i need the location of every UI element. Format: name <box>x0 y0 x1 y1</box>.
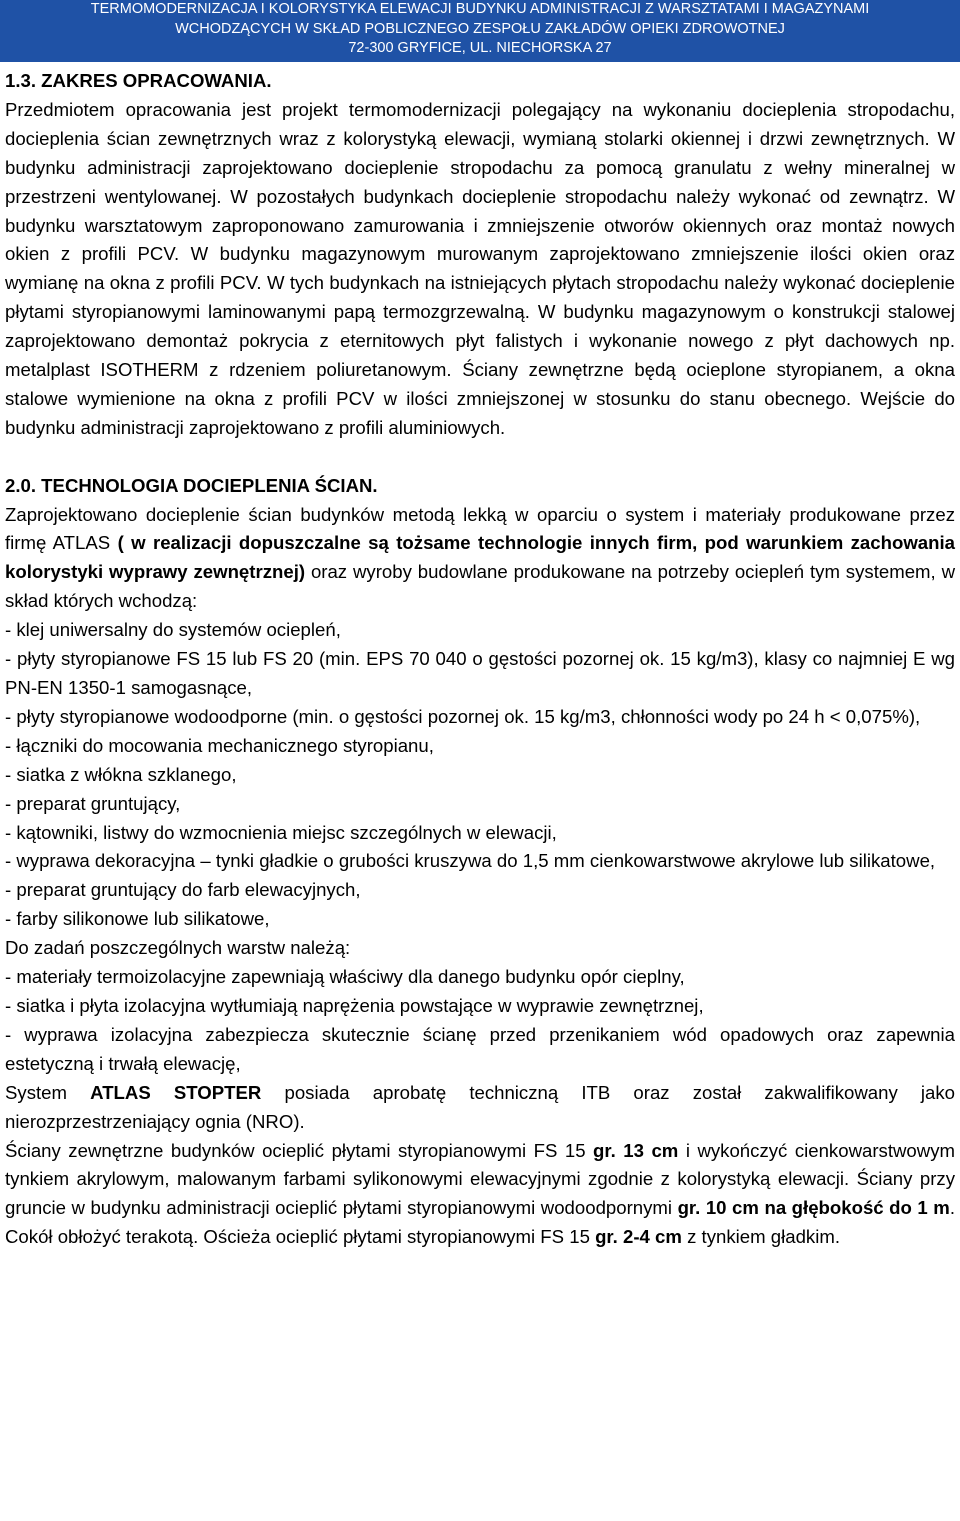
section-heading-technology: 2.0. TECHNOLOGIA DOCIEPLENIA ŚCIAN. <box>5 474 378 496</box>
system-text: System <box>5 1081 91 1103</box>
system-text-end: posiada aprobatę techniczną ITB oraz został zakwalifikowany jako nierozprzestrzeniający ognia (NRO). <box>5 1081 955 1132</box>
final-text-4: . Cokół obłożyć terakotą. Ościeża ocieplić płytami styropianowymi FS 15 <box>5 1197 955 1248</box>
intro-text: Zaprojektowano docieplenie ścian budynków metodą lekką w oparciu o system i materiały produkowane przez firmę ATLAS <box>5 503 955 554</box>
header-line-2: WCHODZĄCYCH W SKŁAD POBLICZNEGO ZESPOŁU ZAKŁADÓW OPIEKI ZDROWOTNEJ <box>175 20 785 37</box>
list-item: - farby silikonowe lub silikatowe, <box>5 908 270 930</box>
list-item: - płyty styropianowe FS 15 lub FS 20 (min. EPS 70 040 o gęstości pozornej ok. 15 kg/m3), klasy co najmniej E wg PN-EN 1350-1 samogasnące, <box>5 648 955 699</box>
document-header <box>0 0 960 62</box>
list-item: - wyprawa dekoracyjna – tynki gładkie o grubości kruszywa do 1,5 mm cienkowarstwowe akrylowe lub silikatowe, <box>5 850 936 872</box>
final-text-5: z tynkiem gładkim. <box>681 1226 840 1248</box>
document-body <box>5 67 955 1252</box>
system-paragraph <box>5 1079 955 1137</box>
list-item: - kątowniki, listwy do wzmocnienia miejsc szczególnych w elewacji, <box>5 821 557 843</box>
header-line-1: TERMOMODERNIZACJA I KOLORYSTYKA ELEWACJI BUDYNKU ADMINISTRACJI Z WARSZTATAMI I MAGAZYNAMI <box>90 1 870 17</box>
final-bold-1: gr. <box>593 1139 616 1161</box>
list-item: - płyty styropianowe wodoodporne (min. o gęstości pozornej ok. 15 kg/m3, chłonności wody po 24 h < 0,075%), <box>5 705 921 727</box>
system-name: ATLAS STOPTER <box>90 1081 262 1103</box>
list-item: - preparat gruntujący do farb elewacyjnych, <box>5 879 361 901</box>
intro-text-end: oraz wyroby budowlane produkowane na potrzeby ociepleń tym systemem, w skład których wchodzą: <box>5 561 955 612</box>
task-item: - wyprawa izolacyjna zabezpiecza skutecznie ścianę przed przenikaniem wód opadowych oraz zapewnia estetyczną i trwałą elewację, <box>5 1023 955 1074</box>
final-bold-3: gr. 10 cm na głębokość do 1 m <box>677 1197 950 1219</box>
task-item: - siatka i płyta izolacyjna wytłumiają naprężenia powstające w wyprawie zewnętrznej, <box>5 994 704 1016</box>
list-item: - łączniki do mocowania mechanicznego styropianu, <box>5 734 434 756</box>
list-item: - siatka z włókna szklanego, <box>5 763 237 785</box>
list-item: - klej uniwersalny do systemów ociepleń, <box>5 619 341 641</box>
scope-paragraph: Przedmiotem opracowania jest projekt termomodernizacji polegający na wykonaniu docieplenia stropodachu, docieplenia ścian zewnętrznych wraz z kolorystyką elewacji, wymianą stolarki okiennej i drzwi zewnętrznych. W budynku administracji zaprojektowano docieplenie stropodachu za pomocą granulatu z wełny mineralnej w przestrzeni wentylowanej. W pozostałych budynkach docieplenie stropodachu należy wykonać od zewnątrz. W budynku warsztatowym zaproponowano zamurowania i zmniejszenie otworów okiennych oraz montaż nowych okien z profili PCV. W budynku magazynowym murowanym zaprojektowano zmniejszenie ilości okien oraz wymianę na okna z profili PCV. W tych budynkach na istniejących płytach stropodachu należy wykonać docieplenie płytami styropianowymi laminowanymi papą termozgrzewalną. W budynku magazynowym o konstrukcji stalowej zaprojektowano demontaż pokrycia z eternitowych płyt falistych i wykonanie nowego z płyt dachowych np. metalplast ISOTHERM z rdzeniem poliuretanowym. Ściany zewnętrzne będą ocieplone styropianem, a okna stalowe wymienione na okna z profili PCV w ilości zmniejszonej w stosunku do stanu obecnego. Wejście do budynku administracji zaprojektowano z profili aluminiowych. <box>5 98 955 438</box>
intro-bold-text: ( w realizacji dopuszczalne są tożsame technologie innych firm, pod warunkiem zachowania kolorystyki wyprawy zewnętrznej) <box>5 532 955 583</box>
header-line-3: 72-300 GRYFICE, UL. NIECHORSKA 27 <box>348 40 612 56</box>
section-heading-scope: 1.3. ZAKRES OPRACOWANIA. <box>5 70 272 91</box>
tasks-heading: Do zadań poszczególnych warstw należą: <box>5 937 351 959</box>
task-item: - materiały termoizolacyjne zapewniają właściwy dla danego budynku opór cieplny, <box>5 966 685 988</box>
final-bold-2: 13 cm <box>623 1139 679 1161</box>
list-item: - preparat gruntujący, <box>5 792 181 814</box>
section-spacer <box>5 443 955 472</box>
final-paragraph <box>5 1137 955 1253</box>
final-text-3: i wykończyć cienkowarstwowym tynkiem akrylowym, malowanym farbami sylikonowymi elewacyjnymi zgodnie z kolorystyką elewacji. Ściany przy gruncie w budynku administracji ocieplić płytami styropianowymi wodoodpornymi <box>5 1139 955 1219</box>
technology-intro-paragraph <box>5 501 955 617</box>
final-bold-4: gr. 2-4 cm <box>595 1226 682 1248</box>
final-text-1: Ściany zewnętrzne budynków ocieplić płytami styropianowymi FS 15 <box>5 1139 594 1161</box>
